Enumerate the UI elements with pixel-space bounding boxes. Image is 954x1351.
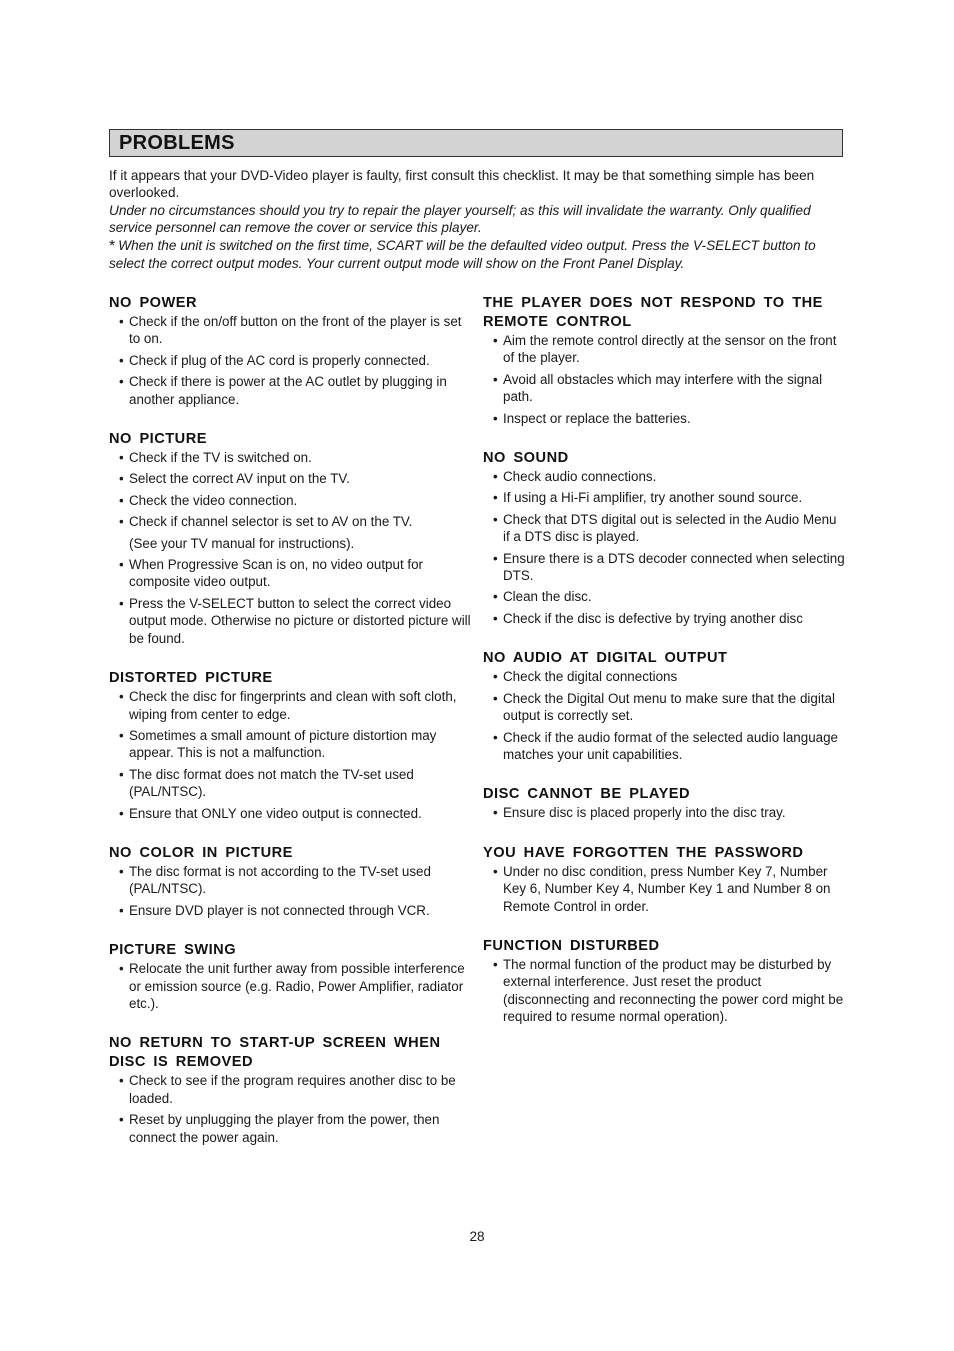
scart-note-text: When the unit is switched on the first time, SCART will be the defaulted video output. Press the V-SELECT button to select the correct output modes. Your current output mode will show on the Front Panel Display. [109, 237, 816, 272]
list-item: • Ensure there is a DTS decoder connected when selecting DTS. [483, 550, 845, 585]
list-item: • Ensure that ONLY one video output is connected. [109, 805, 471, 822]
intro-paragraph: If it appears that your DVD-Video player is faulty, first consult this checklist. It may be that something simple has been overlooked. [109, 168, 815, 201]
list-item: • Check the digital connections [483, 668, 845, 685]
list-item: • Check the disc for fingerprints and clean with soft cloth, wiping from center to edge. [109, 688, 471, 723]
section-forgotten-password [483, 844, 845, 915]
section-heading: NO COLOR IN PICTURE [109, 844, 293, 861]
list-item: • Check audio connections. [483, 468, 845, 485]
section-heading: NO POWER [109, 295, 198, 311]
list-item: • Ensure disc is placed properly into the disc tray. [483, 804, 845, 821]
scart-note [109, 237, 845, 273]
list-item: • Check the video connection. [109, 492, 471, 509]
section-no-digital-audio [483, 649, 845, 763]
section-heading: THE PLAYER DOES NOT RESPOND TO THE REMOTE CONTROL [483, 295, 823, 330]
list-item: • The disc format is not according to the TV-set used (PAL/NTSC). [109, 863, 471, 898]
section-no-picture [109, 430, 471, 647]
list-item: • Sometimes a small amount of picture distortion may appear. This is not a malfunction. [109, 727, 471, 762]
section-distorted-picture [109, 669, 471, 822]
checklist [109, 960, 471, 1012]
list-item: • Ensure DVD player is not connected through VCR. [109, 902, 471, 919]
checklist [483, 332, 845, 427]
section-no-sound [483, 449, 845, 627]
section-remote [483, 294, 845, 427]
list-item: • If using a Hi-Fi amplifier, try another sound source. [483, 489, 845, 506]
list-item: • Check if channel selector is set to AV on the TV. [109, 513, 471, 530]
section-heading: DISC CANNOT BE PLAYED [483, 786, 691, 803]
warranty-warning: Under no circumstances should you try to repair the player yourself; as this will invalidate the warranty. Only qualified service personnel can remove the cover or service this player. [109, 202, 811, 236]
list-item: • Avoid all obstacles which may interfere with the signal path. [483, 371, 845, 406]
section-heading: DISTORTED PICTURE [109, 670, 273, 687]
section-disc-cannot-play [483, 785, 845, 821]
list-item: • Check if the audio format of the selected audio language matches your unit capabilities. [483, 729, 845, 764]
list-item: • Check if the on/off button on the front of the player is set to on. [109, 313, 471, 348]
intro-text [109, 167, 845, 272]
checklist [483, 668, 845, 763]
list-item: • When Progressive Scan is on, no video output for composite video output. [109, 556, 471, 591]
list-item: • Inspect or replace the batteries. [483, 410, 845, 427]
section-heading: NO RETURN TO START-UP SCREEN WHEN DISC IS REMOVED [109, 1035, 441, 1071]
section-heading: NO PICTURE [109, 431, 207, 448]
list-item: • Check if there is power at the AC outlet by plugging in another appliance. [109, 373, 471, 408]
asterisk-icon: * [109, 237, 116, 255]
checklist [483, 956, 845, 1026]
page-number: 28 [469, 1229, 485, 1244]
list-item: • Reset by unplugging the player from the power, then connect the power again. [109, 1111, 471, 1146]
section-no-power [109, 294, 471, 408]
section-no-return [109, 1034, 471, 1146]
checklist [109, 1072, 471, 1146]
page-title: PROBLEMS [119, 132, 235, 154]
list-item: • The disc format does not match the TV-set used (PAL/NTSC). [109, 766, 471, 801]
checklist [109, 449, 471, 647]
list-item: • Press the V-SELECT button to select the correct video output mode. Otherwise no picture or distorted picture will be found. [109, 595, 471, 647]
list-item-continuation: (See your TV manual for instructions). [129, 535, 355, 551]
list-item: • Check if the disc is defective by trying another disc [483, 610, 845, 627]
list-item: • Select the correct AV input on the TV. [109, 470, 471, 487]
section-heading: PICTURE SWING [109, 942, 237, 959]
section-heading: FUNCTION DISTURBED [483, 937, 660, 954]
checklist [109, 313, 471, 408]
list-item: • Check that DTS digital out is selected in the Audio Menu if a DTS disc is played. [483, 511, 845, 546]
section-function-disturbed [483, 937, 845, 1026]
right-column [483, 294, 845, 1048]
section-heading: NO AUDIO AT DIGITAL OUTPUT [483, 650, 728, 667]
section-title-bar [109, 129, 843, 157]
list-item: • Check if the TV is switched on. [109, 449, 471, 466]
list-item: • The normal function of the product may be disturbed by external interference. Just reset the product (disconnecting and reconnecting the power cord might be required to resume normal operation). [483, 956, 845, 1026]
list-item: • Check if plug of the AC cord is properly connected. [109, 352, 471, 369]
list-item: • Check the Digital Out menu to make sure that the digital output is correctly set. [483, 690, 845, 725]
checklist [109, 863, 471, 919]
checklist [109, 688, 471, 822]
list-item: • Aim the remote control directly at the sensor on the front of the player. [483, 332, 845, 367]
section-heading: NO SOUND [483, 450, 569, 467]
list-item: • Clean the disc. [483, 588, 845, 605]
list-item: • Relocate the unit further away from possible interference or emission source (e.g. Radio, Power Amplifier, radiator etc.). [109, 960, 471, 1012]
list-item: • Check to see if the program requires another disc to be loaded. [109, 1072, 471, 1107]
checklist [483, 804, 845, 821]
section-no-color [109, 844, 471, 919]
section-heading: YOU HAVE FORGOTTEN THE PASSWORD [483, 844, 804, 861]
checklist [483, 468, 845, 627]
section-picture-swing [109, 941, 471, 1012]
checklist [483, 863, 845, 915]
list-item: • Under no disc condition, press Number Key 7, Number Key 6, Number Key 4, Number Key 1 and Number 8 on Remote Control in order. [483, 863, 845, 915]
left-column [109, 294, 471, 1168]
